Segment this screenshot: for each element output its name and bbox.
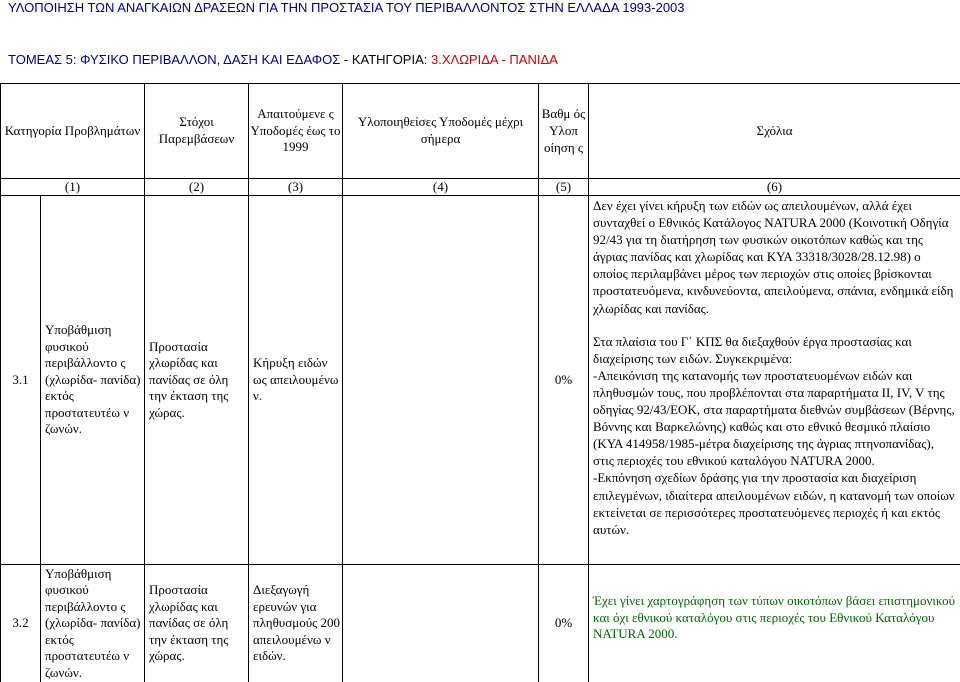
comment-paragraph: -Εκπόνηση σχεδίων δράσης για την προστασία και διαχείριση επιλεγμένων, ιδιαίτερα απειλουμένων ειδών, η κατανομή των οποίων εκτείνεται σε περισσότερες προστατευόμενες περιοχές ή και εκτός αυτών. [593, 469, 956, 537]
colnum-6: (6) [589, 178, 960, 196]
row-id: 3.2 [1, 565, 41, 682]
header-implemented: Υλοποιηθείσες Υποδομές μέχρι σήμερα [343, 84, 539, 178]
header-targets: Στόχοι Παρεμβάσεων [145, 84, 249, 178]
row-id: 3.1 [1, 196, 41, 565]
header-category: Κατηγορία Προβλημάτων [1, 84, 145, 178]
colnum-5: (5) [539, 178, 589, 196]
row-implemented [343, 196, 539, 565]
column-numbers-row [1, 178, 960, 196]
row-degree: 0% [539, 565, 589, 682]
row-implemented [343, 565, 539, 682]
comment-paragraph: Δεν έχει γίνει κήρυξη των ειδών ως απειλουμένων, αλλά έχει συνταχθεί ο Εθνικός Κατάλογος NATURA 2000 (Κοινοτική Οδηγία 92/43 για τη διατήρηση των φυσικών οικοτόπων καθώς και της άγριας πανίδας και χλωρίδας και ΚΥΑ 33318/3028/28.12.98) ο οποίος περιλαμβάνει μέρος των περιοχών στις οποίες βρίσκονται προστατευόμενα, κινδυνεύοντα, απειλούμενα, σπάνια, ενδημικά είδη χλωρίδας και πανίδας. [593, 197, 956, 317]
row-targets: Προστασία χλωρίδας και πανίδας σε όλη την έκταση της χώρας. [145, 196, 249, 565]
row-category: Υποβάθμιση φυσικού περιβάλλοντο ς (χλωρίδα- πανίδα) εκτός προστατευτέω ν ζωνών. [41, 565, 145, 682]
comment-paragraph: Στα πλαίσια του Γ΄ ΚΠΣ θα διεξαχθούν έργα προστασίας και διαχείρισης των ειδών. Συγκεκριμένα: [593, 333, 956, 367]
row-targets: Προστασία χλωρίδας και πανίδας σε όλη την έκταση της χώρας. [145, 565, 249, 682]
colnum-4: (4) [343, 178, 539, 196]
document-title: ΥΛΟΠΟΙΗΣΗ ΤΩΝ ΑΝΑΓΚΑΙΩΝ ΔΡΑΣΕΩΝ ΓΙΑ ΤΗΝ ΠΡΟΣΤΑΣΙΑ ΤΟΥ ΠΕΡΙΒΑΛΛΟΝΤΟΣ ΣΤΗΝ ΕΛΛΑΔΑ 1993-2003 [8, 0, 685, 16]
row-degree: 0% [539, 196, 589, 565]
table-row [1, 196, 960, 565]
category-prefix: - ΚΑΤΗΓΟΡΙΑ: [340, 52, 431, 67]
header-comments: Σχόλια [589, 84, 960, 178]
table-row [1, 565, 960, 682]
header-degree: Βαθμ ός Υλοπ οίηση ς [539, 84, 589, 178]
sector-label: ΤΟΜΕΑΣ 5: ΦΥΣΙΚΟ ΠΕΡΙΒΑΛΛΟΝ, ΔΑΣΗ ΚΑΙ ΕΔΑΦΟΣ [8, 52, 340, 67]
actions-table [0, 84, 960, 682]
comment-paragraph: -Απεικόνιση της κατανομής των προστατευομένων ειδών και πληθυσμών τους, που προβλέπονται στα παραρτήματα II, IV, V της οδηγίας 92/43/ΕΟΚ, στα παραρτήματα διεθνών συμβάσεων (Βέρνης, Βόννης και Βαρκελώνης) καθώς και στο εθνικό θεσμικό πλαίσιο (ΚΥΑ 414958/1985-μέτρα διαχείρισης της άγριας πτηνοπανίδας), στις περιοχές του εθνικού καταλόγου NATURA 2000. [593, 367, 956, 470]
row-comments [589, 196, 960, 565]
category-label: 3.ΧΛΩΡΙΔΑ - ΠΑΝΙΔΑ [431, 52, 558, 67]
colnum-1: (1) [1, 178, 145, 196]
header-required: Απαιτούμενε ς Υποδομές έως το 1999 [249, 84, 343, 178]
sector-line [8, 52, 558, 68]
colnum-2: (2) [145, 178, 249, 196]
row-comments: Έχει γίνει χαρτογράφηση των τύπων οικοτόπων βάσει επιστημονικού και όχι εθνικού καταλόγου στις περιοχές του Εθνικού Καταλόγου NATURA 2000. [589, 565, 960, 682]
row-category: Υποβάθμιση φυσικού περιβάλλοντο ς (χλωρίδα- πανίδα) εκτός προστατευτέω ν ζωνών. [41, 196, 145, 565]
row-required: Κήρυξη ειδών ως απειλουμένω ν. [249, 196, 343, 565]
colnum-3: (3) [249, 178, 343, 196]
row-required: Διεξαγωγή ερευνών για πληθυσμούς 200 απειλουμένω ν ειδών. [249, 565, 343, 682]
header-row [1, 84, 960, 178]
